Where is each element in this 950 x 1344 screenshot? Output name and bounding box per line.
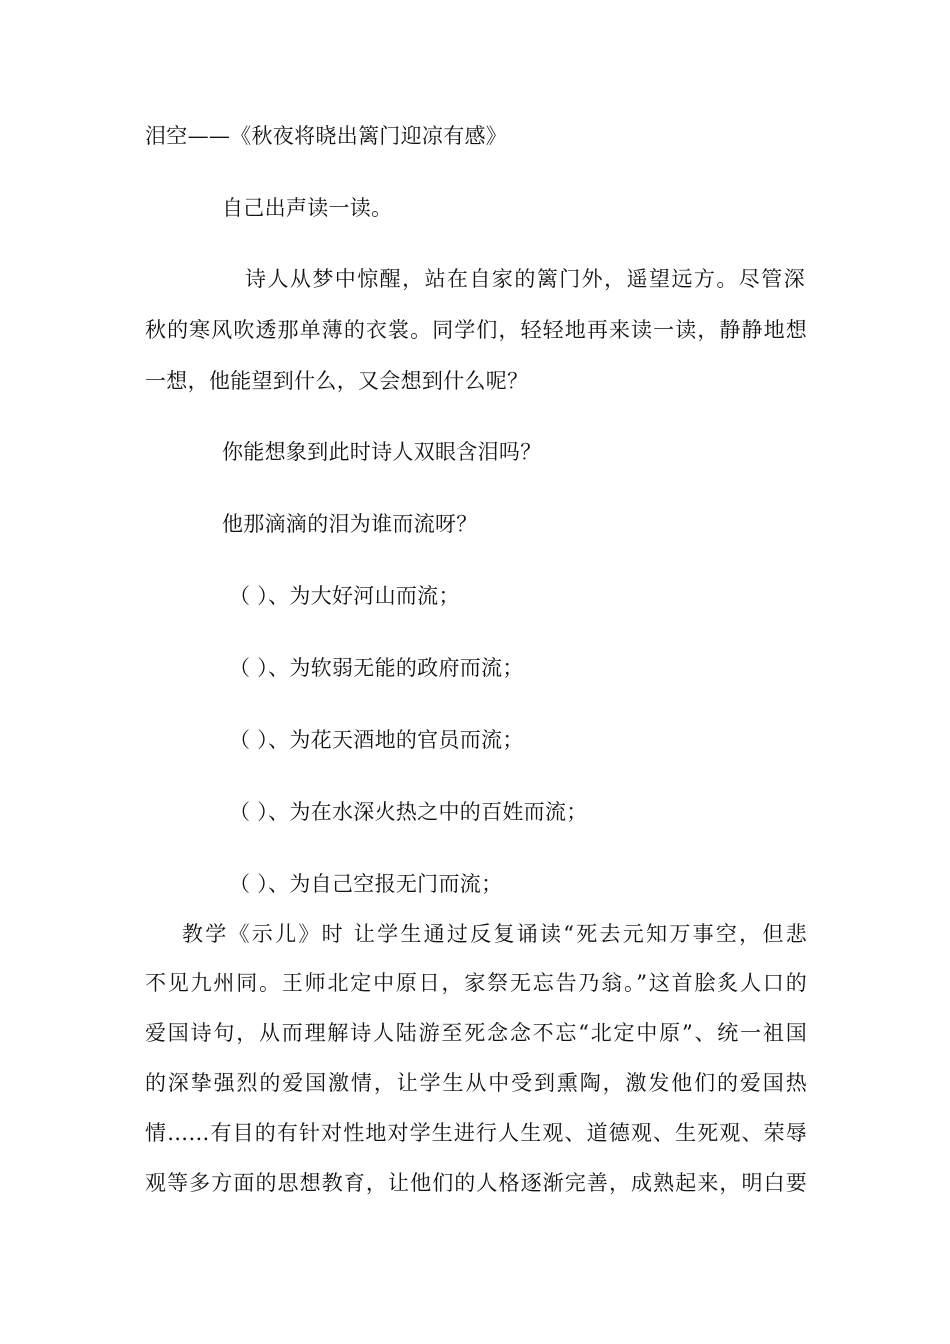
option-item-5: （ ）、为自己空报无门而流； [229, 872, 503, 896]
paragraph1-line-3: 一想，他能望到什么，又会想到什么呢？ [145, 369, 529, 393]
question-1: 你能想象到此时诗人双眼含泪吗？ [222, 440, 542, 464]
paragraph2-line-3: 爱国诗句，从而理解诗人陆游至死念念不忘“北定中原”、统一祖国 [145, 1021, 807, 1045]
option-item-4: （ ）、为在水深火热之中的百姓而流； [229, 800, 588, 824]
paragraph2-line-1: 教学《示儿》时 让学生通过反复诵读“死去元知万事空，但悲 [182, 922, 807, 946]
option-item-2: （ ）、为软弱无能的政府而流； [229, 656, 524, 680]
paragraph2-line-4: 的深挚强烈的爱国激情，让学生从中受到熏陶，激发他们的爱国热 [145, 1071, 807, 1095]
paragraph1-line-2: 秋的寒风吹透那单薄的衣裳。同学们，轻轻地再来读一读，静静地想 [145, 318, 807, 342]
paragraph1-line-1: 诗人从梦中惊醒，站在自家的篱门外，遥望远方。尽管深 [245, 267, 805, 291]
instruction-text: 自己出声读一读。 [222, 196, 393, 220]
option-item-1: （ ）、为大好河山而流； [229, 584, 460, 608]
question-2: 他那滴滴的泪为谁而流呀？ [222, 512, 478, 536]
paragraph2-line-5: 情……有目的有针对性地对学生进行人生观、道德观、生死观、荣辱 [145, 1121, 807, 1145]
option-item-3: （ ）、为花天酒地的官员而流； [229, 728, 524, 752]
paragraph2-line-2: 不见九州同。王师北定中原日，家祭无忘告乃翁。”这首脍炙人口的 [145, 971, 807, 995]
paragraph2-line-6: 观等多方面的思想教育，让他们的人格逐渐完善，成熟起来，明白要 [145, 1171, 807, 1195]
title-line: 泪空——《秋夜将晓出篱门迎凉有感》 [145, 124, 508, 148]
